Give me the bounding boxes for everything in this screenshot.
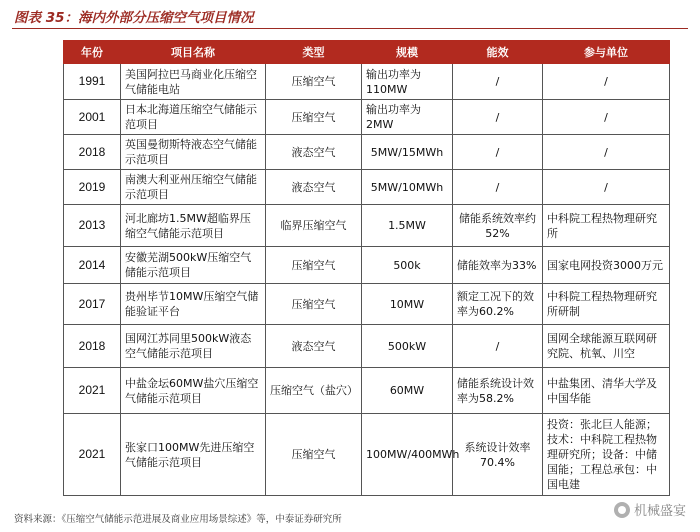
- cell-project-name: 河北廊坊1.5MW超临界压缩空气储能示范项目: [121, 205, 266, 247]
- cell-type: 液态空气: [266, 135, 362, 170]
- table-row: [64, 325, 670, 368]
- header-year: 年份: [64, 41, 121, 64]
- source-note: 资料来源：《压缩空气储能示范进展及商业应用场景综述》等，中泰证券研究所: [14, 514, 342, 525]
- cell-project-name: 美国阿拉巴马商业化压缩空气储能电站: [121, 64, 266, 100]
- cell-participants: 投资：张北巨人能源；技术：中科院工程热物理研究所；设备：中储国能；工程总承包：中国电建: [543, 414, 670, 496]
- cell-project-name: 安徽芜湖500kW压缩空气储能示范项目: [121, 247, 266, 284]
- table-row: [64, 100, 670, 135]
- table-row: [64, 284, 670, 325]
- cell-participants: 中盐集团、清华大学及中国华能: [543, 368, 670, 414]
- header-participants: 参与单位: [543, 41, 670, 64]
- title-divider: [12, 28, 688, 29]
- cell-scale: 输出功率为2MW: [362, 100, 453, 135]
- cell-project-name: 南澳大利亚州压缩空气储能示范项目: [121, 170, 266, 205]
- cell-efficiency: /: [453, 170, 543, 205]
- cell-type: 液态空气: [266, 325, 362, 368]
- header-type: 类型: [266, 41, 362, 64]
- cell-efficiency: /: [453, 325, 543, 368]
- figure-title: 图表 35：海内外部分压缩空气项目情况: [14, 10, 254, 26]
- wechat-icon: [614, 502, 630, 518]
- cell-efficiency: 储能系统效率约52%: [453, 205, 543, 247]
- cell-project-name: 张家口100MW先进压缩空气储能示范项目: [121, 414, 266, 496]
- cell-participants: 国家电网投资3000万元: [543, 247, 670, 284]
- table-row: [64, 135, 670, 170]
- cell-year: 2014: [64, 247, 121, 284]
- cell-type: 压缩空气（盐穴）: [266, 368, 362, 414]
- cell-efficiency: 储能系统设计效率为58.2%: [453, 368, 543, 414]
- table-row: [64, 205, 670, 247]
- cell-scale: 500k: [362, 247, 453, 284]
- table-row: [64, 64, 670, 100]
- cell-participants: /: [543, 64, 670, 100]
- cell-year: 2019: [64, 170, 121, 205]
- cell-scale: 5MW/15MWh: [362, 135, 453, 170]
- cell-efficiency: /: [453, 135, 543, 170]
- table-row: [64, 368, 670, 414]
- cell-participants: /: [543, 100, 670, 135]
- cell-project-name: 英国曼彻斯特液态空气储能示范项目: [121, 135, 266, 170]
- cell-participants: 中科院工程热物理研究所研制: [543, 284, 670, 325]
- cell-project-name: 中盐金坛60MW盐穴压缩空气储能示范项目: [121, 368, 266, 414]
- cell-type: 压缩空气: [266, 64, 362, 100]
- cell-project-name: 国网江苏同里500kW液态空气储能示范项目: [121, 325, 266, 368]
- cell-efficiency: /: [453, 64, 543, 100]
- cell-year: 2001: [64, 100, 121, 135]
- cell-participants: /: [543, 135, 670, 170]
- cell-type: 液态空气: [266, 170, 362, 205]
- cell-participants: /: [543, 170, 670, 205]
- cell-scale: 10MW: [362, 284, 453, 325]
- table-row: [64, 247, 670, 284]
- cell-type: 压缩空气: [266, 247, 362, 284]
- watermark: [614, 500, 686, 519]
- cell-year: 2021: [64, 368, 121, 414]
- cell-year: 2021: [64, 414, 121, 496]
- cell-year: 2017: [64, 284, 121, 325]
- cell-year: 1991: [64, 64, 121, 100]
- header-efficiency: 能效: [453, 41, 543, 64]
- cell-type: 压缩空气: [266, 100, 362, 135]
- cell-efficiency: /: [453, 100, 543, 135]
- table-header-row: [64, 41, 670, 64]
- cell-participants: 中科院工程热物理研究所: [543, 205, 670, 247]
- cell-project-name: 日本北海道压缩空气储能示范项目: [121, 100, 266, 135]
- cell-project-name: 贵州毕节10MW压缩空气储能验证平台: [121, 284, 266, 325]
- cell-year: 2013: [64, 205, 121, 247]
- cell-participants: 国网全球能源互联网研究院、杭氧、川空: [543, 325, 670, 368]
- cell-efficiency: 储能效率为33%: [453, 247, 543, 284]
- cell-efficiency: 额定工况下的效率为60.2%: [453, 284, 543, 325]
- cell-year: 2018: [64, 325, 121, 368]
- cell-type: 压缩空气: [266, 414, 362, 496]
- cell-scale: 5MW/10MWh: [362, 170, 453, 205]
- projects-table: [63, 40, 670, 496]
- table-row: [64, 414, 670, 496]
- cell-scale: 100MW/400MWh: [362, 414, 453, 496]
- watermark-text: 机械盛宴: [633, 504, 686, 519]
- cell-scale: 1.5MW: [362, 205, 453, 247]
- header-scale: 规模: [362, 41, 453, 64]
- header-project-name: 项目名称: [121, 41, 266, 64]
- cell-scale: 输出功率为110MW: [362, 64, 453, 100]
- cell-type: 临界压缩空气: [266, 205, 362, 247]
- cell-scale: 60MW: [362, 368, 453, 414]
- cell-efficiency: 系统设计效率70.4%: [453, 414, 543, 496]
- cell-year: 2018: [64, 135, 121, 170]
- cell-scale: 500kW: [362, 325, 453, 368]
- table-row: [64, 170, 670, 205]
- cell-type: 压缩空气: [266, 284, 362, 325]
